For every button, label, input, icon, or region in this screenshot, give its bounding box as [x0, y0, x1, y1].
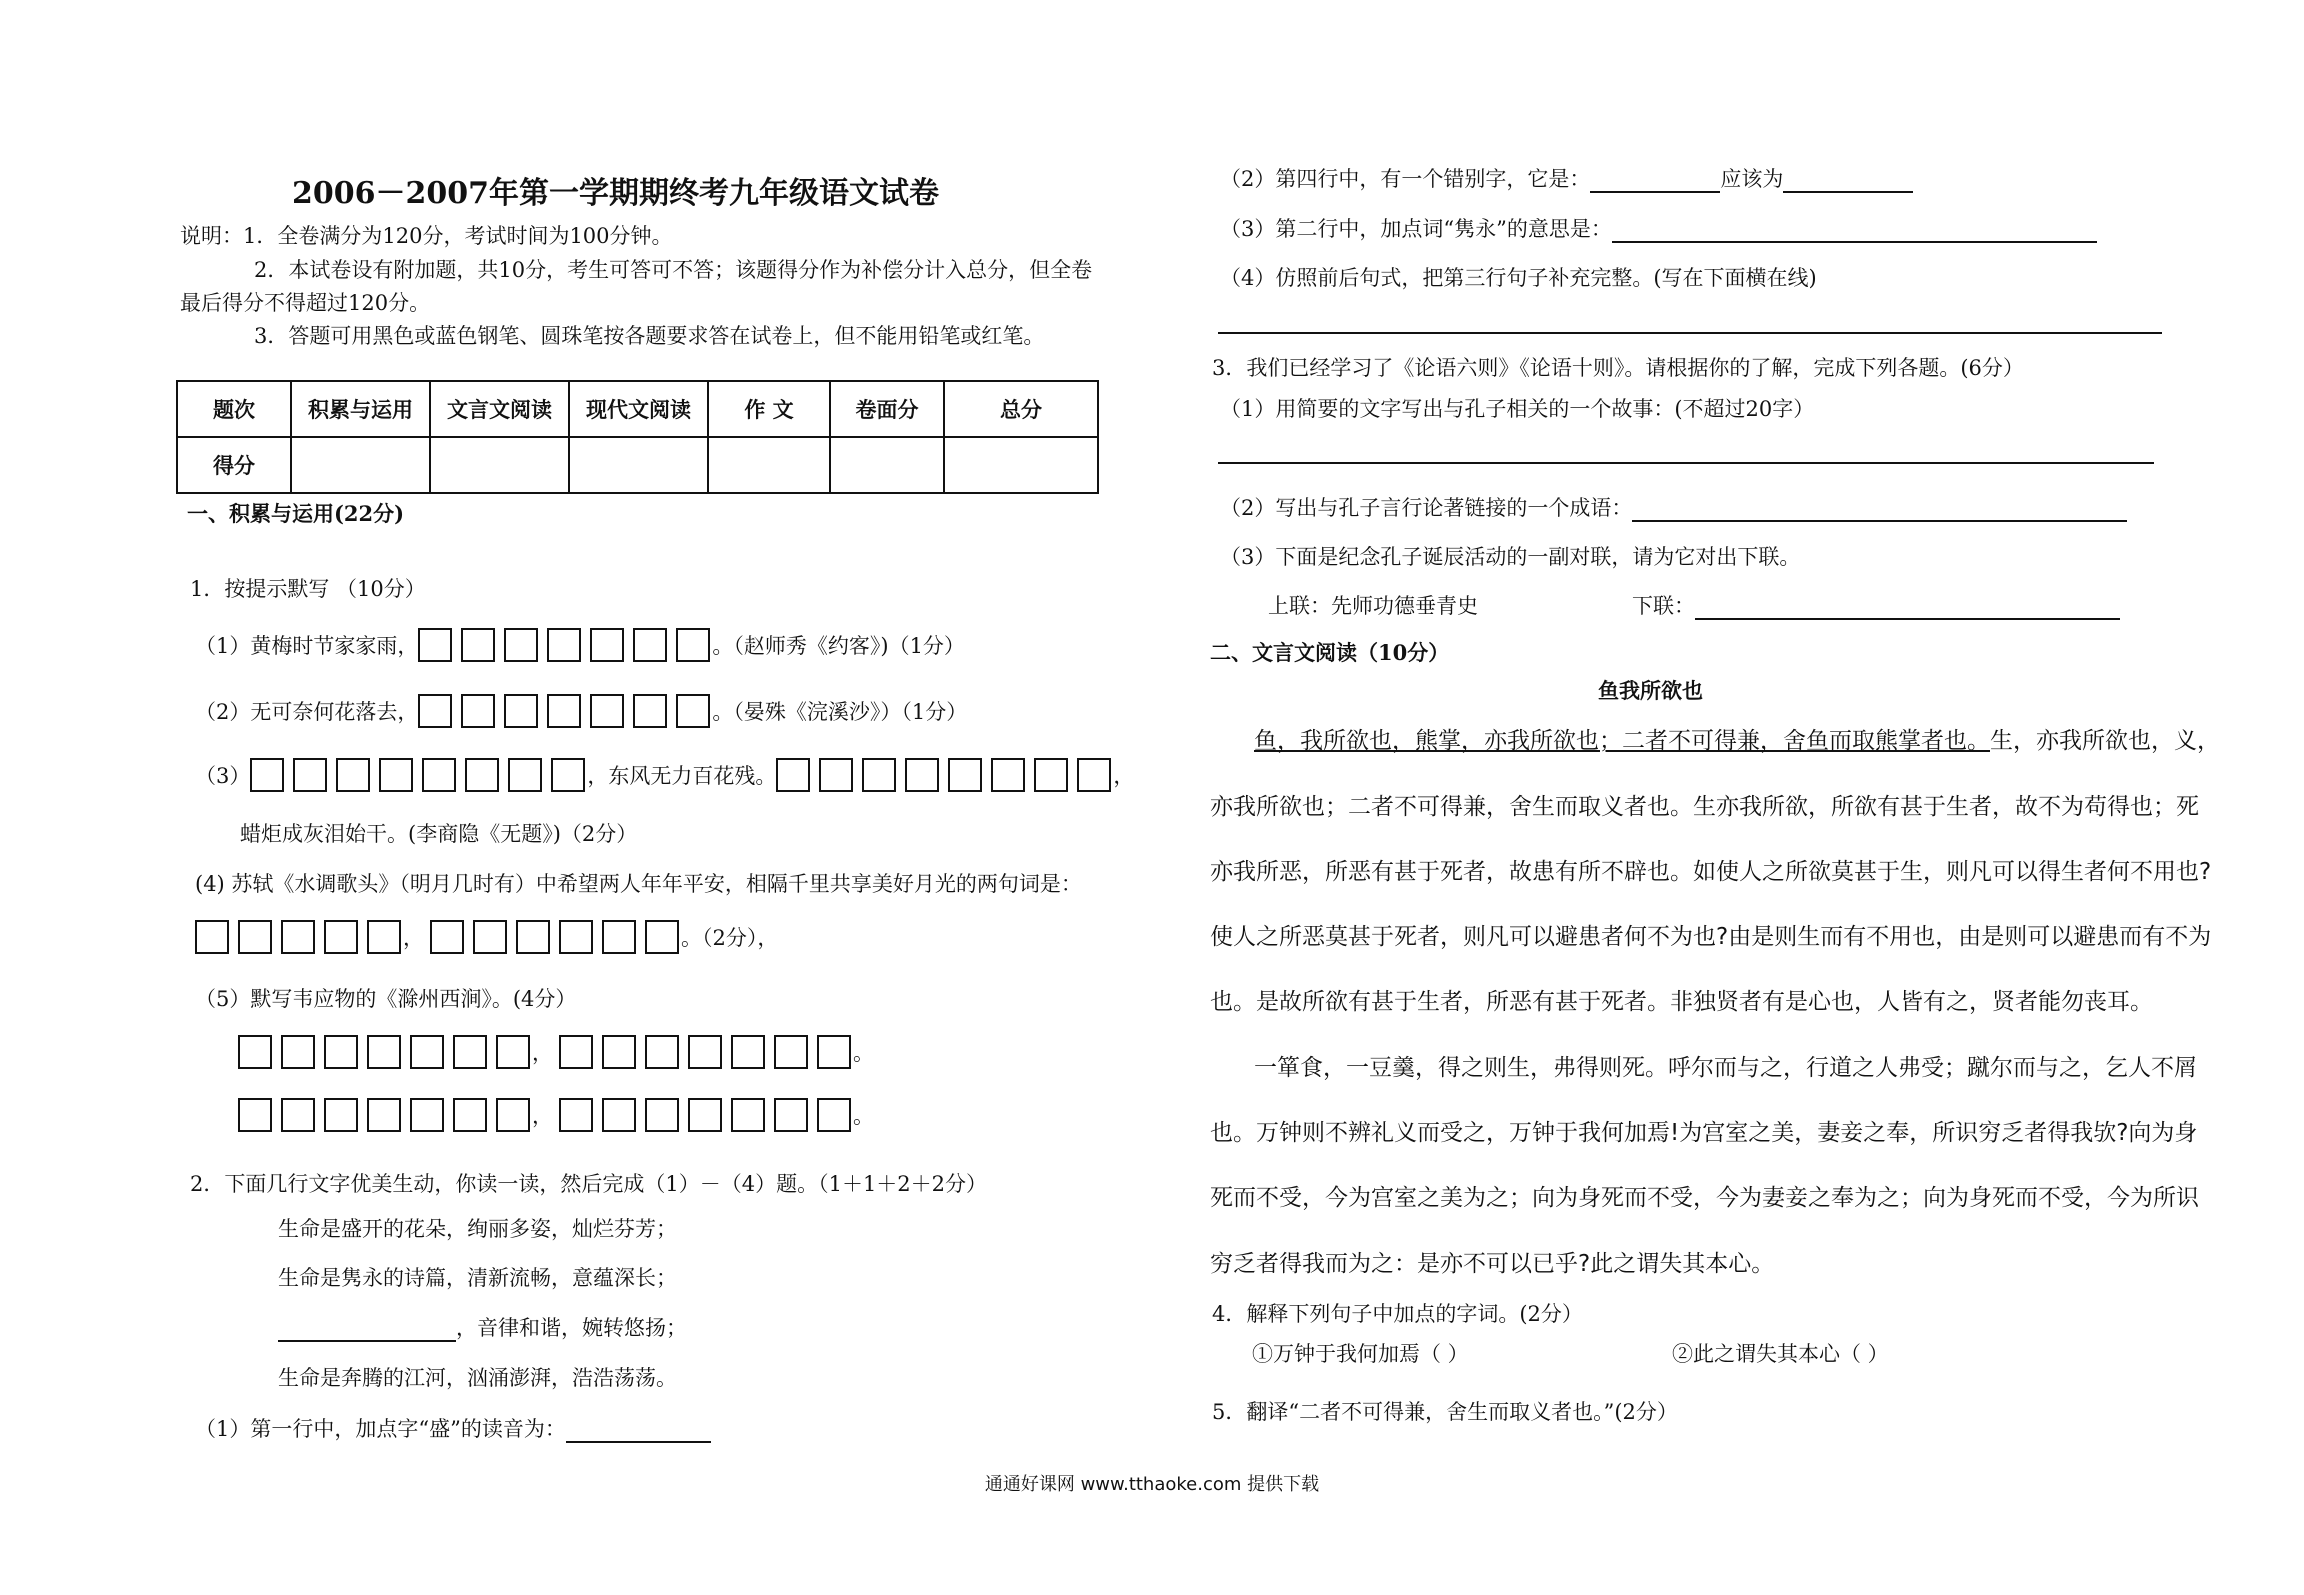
q3-2-text: （2）写出与孔子言行论著链接的一个成语：	[1220, 496, 1633, 520]
question-2: 2．下面几行文字优美生动，你读一读，然后完成（1）－（4）题。（1＋1＋2＋2分）	[190, 1172, 988, 1196]
question-1-5-line-2	[238, 1098, 874, 1132]
comma: ，	[532, 1104, 553, 1128]
q2-2-text: （2）第四行中，有一个错别字，它是：	[1220, 167, 1591, 191]
couplet-lower-blank[interactable]	[1695, 596, 2120, 620]
comma: ，	[532, 1041, 553, 1065]
footer-source: 通通好课网 www.tthaoke.com 提供下载	[984, 1474, 1320, 1495]
table-row-label: 得分	[177, 437, 291, 493]
passage-line-3: 亦我所恶，所恶有甚于死者，故患有所不辟也。如使人之所欲莫甚于生，则凡可以得生者何不用也?	[1210, 859, 2212, 885]
passage-line-1-rest: 生，亦我所欲也，义，	[1990, 728, 2220, 754]
score-table-score-row	[177, 437, 1098, 493]
question-1-3	[195, 758, 1134, 792]
score-cell[interactable]	[569, 437, 708, 493]
q2-4-answer-line[interactable]	[1218, 332, 2162, 334]
question-2-3	[1220, 213, 2097, 243]
score-table-header-row	[177, 381, 1098, 437]
question-1-4: (4) 苏轼《水调歌头》（明月几时有）中希望两人年年平安，相隔千里共享美好月光的两句词是：	[195, 872, 1082, 896]
q1-2-prompt: （2）无可奈何花落去，	[195, 700, 419, 724]
score-cell[interactable]	[291, 437, 430, 493]
q1-3-number: （3）	[195, 764, 251, 788]
answer-boxes[interactable]	[238, 1035, 532, 1069]
q1-2-source: 。（晏殊《浣溪沙》）（1分）	[712, 700, 968, 724]
q2-2-blank-2[interactable]	[1783, 169, 1913, 193]
table-header-cell: 积累与运用	[291, 381, 430, 437]
question-1: 1．按提示默写 （10分）	[190, 577, 426, 601]
q2-3-text: （3）第二行中，加点词“隽永”的意思是：	[1220, 217, 1612, 241]
q3-1-answer-line[interactable]	[1218, 462, 2154, 464]
table-header-cell: 卷面分	[830, 381, 944, 437]
answer-boxes[interactable]	[195, 920, 403, 954]
poem-line-3-text: ，音律和谐，婉转悠扬；	[456, 1316, 687, 1340]
question-1-5: （5）默写韦应物的《滁州西涧》。(4分）	[195, 987, 577, 1011]
period: 。	[853, 1041, 874, 1065]
question-1-5-line-1	[238, 1035, 874, 1069]
q1-1-source: 。（赵师秀《约客》)（1分）	[712, 634, 965, 658]
score-cell[interactable]	[430, 437, 569, 493]
question-1-2	[195, 694, 967, 728]
score-cell[interactable]	[708, 437, 830, 493]
question-2-2	[1220, 163, 1913, 193]
page-title: 2006－2007年第一学期期终考九年级语文试卷	[292, 176, 939, 211]
question-1-4-answer	[195, 920, 778, 954]
instruction-line-2b: 最后得分不得超过120分。	[180, 291, 431, 315]
passage-line-1	[1254, 722, 2220, 755]
q1-3-source: 蜡炬成灰泪始干。(李商隐《无题》)（2分）	[240, 822, 638, 846]
q1-3-text: ，东风无力百花残。	[587, 764, 777, 788]
q3-2-blank[interactable]	[1632, 498, 2127, 522]
couplet-lower	[1632, 590, 2120, 620]
passage-line-5: 也。是故所欲有甚于生者，所恶有甚于死者。非独贤者有是心也，人皆有之，贤者能勿丧耳。	[1210, 989, 2153, 1015]
q2-3-blank[interactable]	[1612, 219, 2097, 243]
poem-line-4: 生命是奔腾的江河，汹涌澎湃，浩浩荡荡。	[278, 1366, 677, 1390]
answer-boxes[interactable]	[559, 1035, 853, 1069]
q1-4-points: 。（2分），	[681, 926, 779, 950]
question-5: 5．翻译“二者不可得兼，舍生而取义者也。”(2分）	[1212, 1400, 1678, 1424]
question-4-1: ①万钟于我何加焉（ ）	[1252, 1342, 1469, 1366]
passage-line-4: 使人之所恶莫甚于死者，则凡可以避患者何不为也?由是则生而有不用也，由是则可以避患而有不为	[1210, 924, 2212, 950]
passage-line-7: 也。万钟则不辨礼义而受之，万钟于我何加焉!为宫室之美，妻妾之奉，所识穷乏者得我欤?向为身	[1210, 1120, 2198, 1146]
poem-line-2: 生命是隽永的诗篇，清新流畅，意蕴深长；	[278, 1266, 677, 1290]
passage-line-8: 死而不受，今为宫室之美为之；向为身死而不受，今为妻妾之奉为之；向为身死而不受，今为所识	[1210, 1185, 2199, 1211]
table-header-cell: 现代文阅读	[569, 381, 708, 437]
answer-boxes[interactable]	[238, 1098, 532, 1132]
passage-line-9: 穷乏者得我而为之：是亦不可以已乎?此之谓失其本心。	[1210, 1251, 1775, 1277]
passage-title: 鱼我所欲也	[1598, 679, 1703, 703]
table-header-cell: 作 文	[708, 381, 830, 437]
question-3: 3．我们已经学习了《论语六则》《论语十则》。请根据你的了解，完成下列各题。(6分）	[1212, 356, 2024, 380]
section-2-heading: 二、文言文阅读（10分）	[1210, 640, 1450, 665]
question-3-3: （3）下面是纪念孔子诞辰活动的一副对联，请为它对出下联。	[1220, 545, 1801, 569]
answer-boxes[interactable]	[418, 694, 712, 728]
q1-1-prompt: （1）黄梅时节家家雨，	[195, 634, 419, 658]
score-table	[176, 380, 1099, 494]
period: 。	[853, 1104, 874, 1128]
question-4: 4．解释下列句子中加点的字词。(2分）	[1212, 1302, 1583, 1326]
question-2-1	[195, 1413, 711, 1443]
poem-line-1: 生命是盛开的花朵，绚丽多姿，灿烂芬芳；	[278, 1217, 677, 1241]
couplet-upper: 上联：先师功德垂青史	[1268, 594, 1478, 618]
question-4-2: ②此之谓失其本心（ ）	[1672, 1342, 1889, 1366]
answer-boxes[interactable]	[418, 628, 712, 662]
section-1-heading: 一、积累与运用(22分)	[187, 501, 405, 526]
question-3-2	[1220, 492, 2127, 522]
q2-2-text-b: 应该为	[1720, 167, 1784, 191]
instruction-line-3: 3．答题可用黑色或蓝色钢笔、圆珠笔按各题要求答在试卷上，但不能用铅笔或红笔。	[254, 324, 1045, 348]
passage-line-2: 亦我所欲也；二者不可得兼，舍生而取义者也。生亦我所欲，所欲有甚于生者，故不为苟得也；死	[1210, 794, 2199, 820]
score-cell[interactable]	[944, 437, 1098, 493]
instruction-line-2a: 2．本试卷设有附加题，共10分，考生可答可不答；该题得分作为补偿分计入总分，但全卷	[254, 258, 1093, 282]
answer-boxes[interactable]	[250, 758, 587, 792]
q1-4-comma: ，	[403, 926, 424, 950]
poem-line-3-blank[interactable]	[278, 1318, 456, 1342]
question-1-1	[195, 628, 965, 662]
q1-3-comma: ，	[1113, 764, 1135, 788]
table-header-cell: 总分	[944, 381, 1098, 437]
question-2-4: （4）仿照前后句式，把第三行句子补充完整。(写在下面横在线)	[1220, 266, 1817, 290]
q2-1-blank[interactable]	[566, 1419, 711, 1443]
answer-boxes[interactable]	[776, 758, 1113, 792]
passage-line-6: 一箪食，一豆羹，得之则生，弗得则死。呼尔而与之，行道之人弗受；蹴尔而与之，乞人不屑	[1254, 1055, 2197, 1081]
score-cell[interactable]	[830, 437, 944, 493]
q2-2-blank-1[interactable]	[1590, 169, 1720, 193]
table-header-cell: 文言文阅读	[430, 381, 569, 437]
couplet-lower-label: 下联：	[1632, 594, 1695, 618]
underlined-sentence: 鱼，我所欲也，熊掌，亦我所欲也；二者不可得兼，舍鱼而取熊掌者也。	[1254, 728, 1990, 754]
answer-boxes[interactable]	[430, 920, 681, 954]
poem-line-3	[278, 1312, 687, 1342]
q2-1-text: （1）第一行中，加点字“盛”的读音为：	[195, 1417, 566, 1441]
answer-boxes[interactable]	[559, 1098, 853, 1132]
table-header-cell: 题次	[177, 381, 291, 437]
question-3-1: （1）用简要的文字写出与孔子相关的一个故事：(不超过20字）	[1220, 397, 1815, 421]
instruction-line-1: 说明：1．全卷满分为120分，考试时间为100分钟。	[180, 224, 673, 248]
